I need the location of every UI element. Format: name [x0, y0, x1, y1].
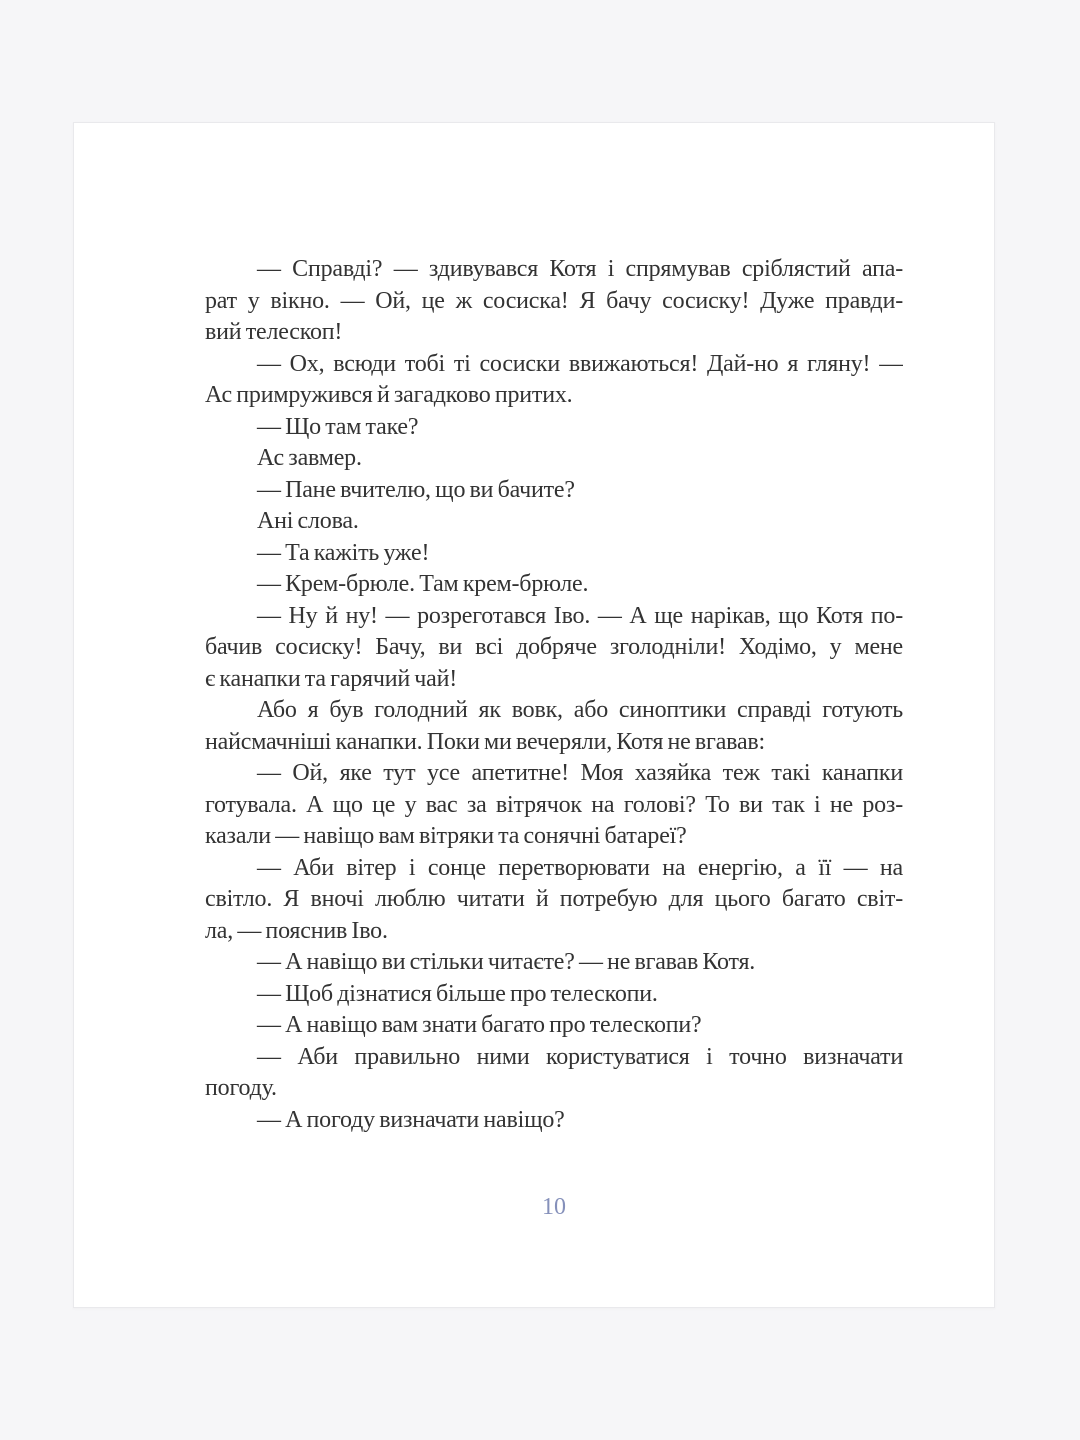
- text-line: — А навіщо ви стільки читаєте? — не вгавав Котя.: [257, 949, 756, 975]
- text-line: казали — навіщо вам вітряки та сонячні батареї?: [205, 823, 687, 849]
- text-line: Ані слова.: [257, 508, 359, 534]
- text-line: — А погоду визначати навіщо?: [257, 1106, 565, 1133]
- text-line: бачив сосиску! Бачу, ви всі добряче зголодніли! Ходімо, у мене: [205, 634, 903, 660]
- text-line: вий телескоп!: [205, 319, 343, 345]
- text-line: — Аби правильно ними користуватися і точно визначати: [257, 1043, 903, 1070]
- text-line: є канапки та гарячий чай!: [205, 665, 458, 692]
- text-line: — Що там таке?: [257, 413, 419, 440]
- text-line: світло. Я вночі люблю читати й потребую для цього багато світ-: [205, 886, 903, 912]
- text-line: — Ну й ну! — розреготався Іво. — А ще нарікав, що Котя по-: [257, 602, 903, 629]
- text-line: — Крем-брюле. Там крем-брюле.: [257, 571, 589, 597]
- text-line: Ас завмер.: [257, 445, 362, 471]
- text-line: ла, — пояснив Іво.: [205, 917, 388, 944]
- text-line: — А навіщо вам знати багато про телескопи?: [257, 1012, 702, 1038]
- page-number: 10: [542, 1194, 566, 1220]
- book-page: [73, 122, 995, 1308]
- body-text-block: [205, 254, 903, 1136]
- text-line: Або я був голодний як вовк, або синоптики справді готують: [257, 697, 903, 723]
- text-line: рат у вікно. — Ой, це ж сосиска! Я бачу сосиску! Дуже правди-: [205, 287, 903, 314]
- text-line: — Та кажіть уже!: [257, 539, 430, 566]
- text-line: найсмачніші канапки. Поки ми вечеряли, Котя не вгавав:: [205, 728, 766, 755]
- text-line: — Аби вітер і сонце перетворювати на енергію, а її — на: [257, 854, 903, 881]
- text-line: погоду.: [205, 1075, 277, 1101]
- text-line: — Пане вчителю, що ви бачите?: [257, 476, 575, 503]
- text-line: — Щоб дізнатися більше про телескопи.: [257, 980, 658, 1007]
- text-line: — Справді? — здивувався Котя і спрямував сріблястий апа-: [257, 256, 903, 282]
- text-line: — Ох, всюди тобі ті сосиски ввижаються! Дай-но я гляну! —: [257, 350, 903, 377]
- text-line: — Ой, яке тут усе апетитне! Моя хазяйка теж такі канапки: [257, 760, 903, 786]
- text-line: готувала. А що це у вас за вітрячок на голові? То ви так і не роз-: [205, 791, 903, 818]
- text-line: Ас примружився й загадково притих.: [205, 382, 573, 408]
